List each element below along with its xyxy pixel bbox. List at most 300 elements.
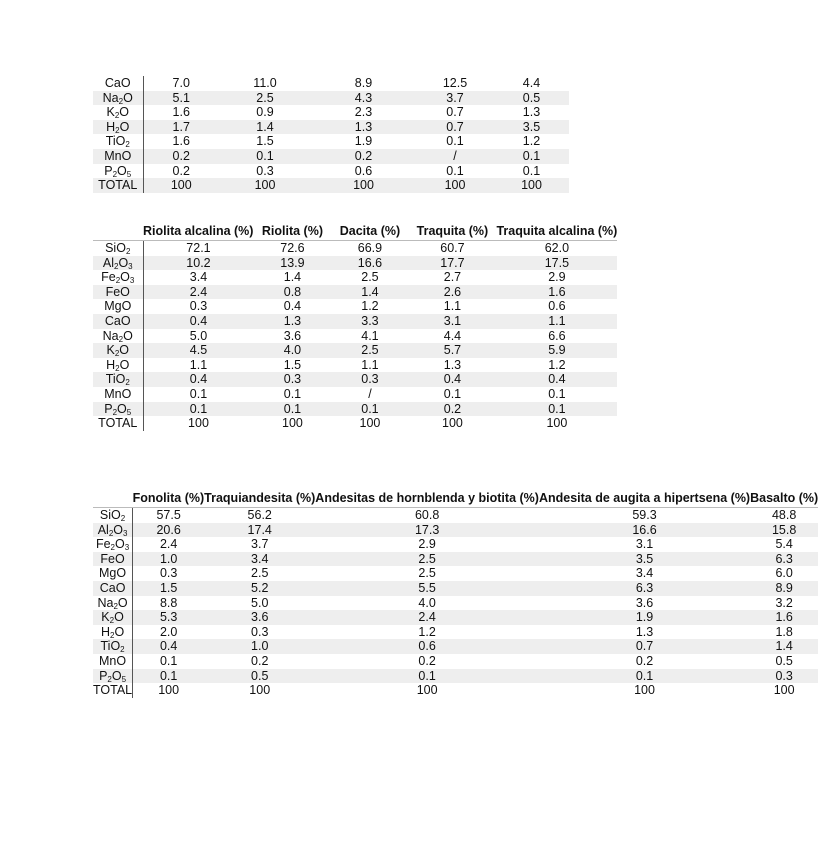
oxide-formula-subscript: 2 [112,407,118,417]
table-row [93,270,617,285]
oxide-table-3-body [93,508,818,698]
oxide-formula-tail: O [123,328,133,343]
table-cell: 0.3 [750,669,818,684]
table-cell: 0.1 [446,134,464,149]
column-header: Fonolita (%) [133,491,205,508]
oxide-label [93,105,143,120]
table-cell: 1.1 [443,299,462,314]
oxide-label [93,372,143,387]
table-cell: 1.2 [361,299,379,314]
table-cell: 0.2 [311,149,416,164]
oxide-formula-base: Na [102,328,119,343]
table-cell: 0.1 [159,653,178,668]
oxide-formula-subscript: 2 [114,111,120,121]
table-cell: 0.7 [446,105,464,120]
oxide-formula-subscript: 3 [128,261,133,271]
table-row [93,402,617,417]
table-cell: 2.9 [548,270,566,285]
oxide-formula-base: SiO [105,241,126,255]
table-cell: 12.5 [442,76,468,90]
oxide-formula-base: TOTAL [98,178,138,193]
oxide-label [93,387,143,402]
oxide-formula-base: FeO [100,551,125,566]
table-cell: 7.0 [172,76,190,90]
table-cell: 1.1 [361,357,379,372]
table-cell: 0.1 [331,402,408,417]
table-cell: 100 [773,683,795,698]
oxide-label [93,329,143,344]
oxide-label [93,256,143,271]
table-cell: 48.8 [771,508,797,522]
oxide-label [93,270,143,285]
oxide-formula-base: MnO [104,148,132,163]
table-cell: 2.6 [408,285,496,300]
table-cell: 0.3 [159,566,178,581]
oxide-table-1-body [93,76,569,193]
oxide-formula-tail: $O_5$ [117,163,132,179]
table-row [93,537,818,552]
table-cell: 17.3 [315,523,539,538]
oxide-formula-subscript: 2 [120,645,125,655]
table-cell: 0.3 [331,372,408,387]
table-cell: 0.3 [256,163,274,178]
oxide-label [93,241,143,256]
table-cell: 10.2 [143,256,253,271]
table-cell: 1.4 [331,285,408,300]
table-cell: / [368,386,372,401]
oxide-formula-subscript: 5 [121,674,127,684]
oxide-formula-base: H [106,357,116,372]
table-cell: 0.1 [143,402,253,417]
table-cell: 1.0 [204,639,315,654]
oxide-label [93,566,133,581]
oxide-table-1 [93,76,569,193]
oxide-label [93,358,143,373]
oxide-formula-subscript: 2 [115,276,121,286]
table-cell: 1.2 [522,134,541,149]
oxide-formula-tail: O [119,357,130,372]
table-cell: 1.3 [253,314,331,329]
table-cell: 0.1 [446,163,464,178]
table-cell: 1.4 [750,639,818,654]
table-row [93,134,569,149]
table-row [93,91,569,106]
oxide-formula-base: FeO [105,284,130,299]
oxide-formula-subscript: 2 [114,349,120,359]
table-row [93,285,617,300]
table-row [93,416,617,431]
column-header: Riolita (%) [253,224,331,241]
table-cell: 5.4 [775,537,793,552]
table-cell: 60.8 [414,508,440,522]
table-row [93,654,818,669]
oxide-formula-base: P [99,668,108,683]
table-cell: 100 [158,683,180,698]
table-cell: 2.5 [251,566,269,581]
oxide-formula-subscript: 2 [118,334,124,344]
oxide-label [93,610,133,625]
table-cell: 4.4 [443,328,462,343]
table-cell: 0.3 [189,299,208,314]
column-header: Traquita alcalina (%) [496,224,617,241]
table-cell: 0.4 [133,639,205,654]
table-row [93,343,617,358]
table-cell: 16.6 [539,523,750,538]
oxide-formula-subscript: 2 [125,140,130,150]
table-cell: 1.5 [283,357,302,372]
oxide-label [93,581,133,596]
oxide-formula-tail: $O_3$ [120,270,135,286]
table-cell: 2.0 [159,624,178,639]
table-row [93,610,818,625]
oxide-label [93,683,133,698]
table-row [93,358,617,373]
oxide-formula-subscript: 2 [125,247,131,256]
oxide-formula-base: K [106,343,115,358]
table-cell: 0.1 [548,386,566,401]
table-cell: 100 [143,178,219,193]
oxide-formula-subscript: 2 [113,601,118,611]
oxide-formula-base: Fe [95,537,111,552]
table-cell: 3.6 [635,595,654,610]
table-cell: 0.2 [418,653,436,668]
table-cell: 2.5 [331,343,408,358]
table-cell: 0.5 [494,91,569,106]
oxide-formula-subscript: 2 [120,514,126,523]
table-cell: 15.8 [750,523,818,538]
oxide-formula-base: Fe [101,270,116,285]
oxide-formula-subscript: 2 [112,169,118,179]
table-row [93,149,569,164]
oxide-label [93,134,143,149]
oxide-formula-tail: O [114,624,125,639]
table-cell: 8.9 [354,76,373,90]
table-cell: 1.7 [143,120,219,135]
table-cell: 4.0 [253,343,331,358]
oxide-formula-tail: $O_3$ [113,522,128,538]
table-row [93,508,818,523]
oxide-label [93,76,143,91]
oxide-table-3 [93,491,818,698]
table-cell: 100 [359,416,381,431]
table-cell: 4.0 [418,595,436,610]
table-cell: 0.1 [539,669,750,684]
oxide-formula-subscript: 2 [113,261,119,271]
table-cell: 0.1 [522,163,541,178]
table-row [93,552,818,567]
table-cell: 59.3 [632,508,657,522]
table-row [93,178,569,193]
table-row [93,76,569,91]
table-cell: 1.3 [522,105,541,120]
oxide-table-2-header [93,224,617,241]
oxide-formula-subscript: 2 [115,363,120,373]
oxide-formula-base: MgO [99,566,127,581]
table-cell: 17.7 [408,256,496,271]
table-cell: 5.0 [251,595,269,610]
table-cell: 0.4 [143,372,253,387]
table-cell: 5.7 [408,343,496,358]
table-cell: 66.9 [357,241,383,255]
table-cell: 1.9 [354,134,373,149]
oxide-formula-base: MnO [104,386,132,401]
header-blank [93,224,143,241]
table-cell: 5.5 [315,581,539,596]
table-cell: 0.8 [253,285,331,300]
table-cell: 56.2 [247,508,272,522]
oxide-label [93,654,133,669]
table-cell: 3.4 [635,566,654,581]
table-row [93,639,818,654]
table-cell: 2.4 [143,285,253,300]
table-cell: 1.8 [775,624,793,639]
oxide-formula-subscript: 3 [129,276,135,286]
table-cell: 0.6 [315,639,539,654]
table-cell: 3.7 [251,537,269,552]
table-cell: 1.3 [635,624,654,639]
table-cell: 62.0 [544,241,570,255]
table-cell: 2.3 [354,105,373,120]
table-cell: 8.8 [159,595,178,610]
table-cell: 3.7 [416,91,494,106]
oxide-label [93,639,133,654]
oxide-formula-tail: O [119,119,130,134]
table-row [93,566,818,581]
oxide-table-2-body [93,241,617,431]
table-cell: 0.2 [635,653,654,668]
oxide-formula-subscript: 2 [109,616,115,626]
table-cell: 100 [188,416,209,431]
table-cell: 0.1 [189,386,208,401]
oxide-formula-base: Na [102,90,119,105]
table-cell: 5.0 [189,328,208,343]
table-cell: 6.6 [548,328,566,343]
oxide-formula-base: Na [97,595,114,610]
table-cell: 4.4 [522,76,541,90]
table-row [93,596,818,611]
table-cell: / [416,149,494,164]
oxide-label [93,314,143,329]
table-cell: 100 [416,683,438,698]
table-cell: 0.5 [204,669,315,684]
table-cell: 0.2 [251,653,269,668]
oxide-formula-base: K [101,610,110,625]
oxide-formula-base: H [106,119,116,134]
table-cell: 1.1 [189,357,208,372]
table-cell: 1.6 [750,610,818,625]
table-cell: 100 [494,178,569,193]
table-cell: 2.4 [159,537,178,552]
table-cell: 72.1 [186,241,211,255]
oxide-formula-tail: $O_5$ [111,668,127,684]
table-cell: 8.9 [750,581,818,596]
oxide-label [93,178,143,193]
table-cell: 100 [546,416,568,431]
table-cell: 13.9 [253,256,331,271]
table-row [93,581,818,596]
table-cell: 0.2 [408,402,496,417]
oxide-formula-base: TOTAL [98,416,138,431]
table-cell: 2.5 [361,270,379,285]
table-cell: 5.1 [143,91,219,106]
oxide-label [93,285,143,300]
table-cell: 0.4 [143,314,253,329]
column-header: Traquiandesita (%) [204,491,315,508]
table-cell: 100 [249,683,271,698]
table-row [93,241,617,256]
header-blank [93,491,133,508]
table-cell: 0.2 [143,149,219,164]
oxide-formula-subscript: 2 [107,674,112,684]
table-cell: 0.7 [416,120,494,135]
oxide-formula-tail: $O_5$ [117,401,132,417]
table-cell: 2.7 [443,270,462,285]
table-cell: 0.6 [354,163,373,178]
oxide-label [93,164,143,179]
oxide-label [93,625,133,640]
table-cell: 3.1 [408,314,496,329]
table-cell: 1.5 [133,581,205,596]
table-cell: 60.7 [440,241,465,255]
oxide-formula-base: TiO [100,639,121,654]
table-row [93,372,617,387]
oxide-label [93,508,133,523]
table-row [93,683,818,698]
table-row [93,256,617,271]
table-cell: 1.1 [496,314,617,329]
table-cell: 0.1 [283,386,302,401]
table-row [93,299,617,314]
column-header: Dacita (%) [331,224,408,241]
oxide-label [93,416,143,431]
table-cell: 0.6 [548,299,566,314]
oxide-formula-base: CaO [104,313,131,328]
table-cell: 1.4 [219,120,311,135]
oxide-formula-subscript: 2 [115,125,120,135]
table-cell: 0.1 [496,402,617,417]
table-cell: 4.3 [311,91,416,106]
table-cell: 0.1 [253,402,331,417]
table-cell: 3.4 [189,270,208,285]
table-cell: 1.0 [133,552,205,567]
table-row [93,329,617,344]
table-cell: 100 [311,178,416,193]
oxide-formula-subscript: 5 [126,407,132,417]
table-cell: 11.0 [253,76,277,90]
table-cell: 3.3 [331,314,408,329]
table-cell: 1.4 [283,270,302,285]
oxide-formula-subscript: 2 [118,96,124,106]
table-cell: 0.1 [219,149,311,164]
oxide-formula-base: H [100,624,110,639]
table-cell: 3.5 [539,552,750,567]
table-cell: 100 [219,178,311,193]
oxide-formula-subscript: 3 [123,528,128,538]
oxide-table-3-header [93,491,818,508]
table-cell: 100 [634,683,655,698]
oxide-formula-subscript: 2 [108,528,114,538]
table-cell: 17.4 [204,523,315,538]
table-cell: 5.9 [496,343,617,358]
table-cell: 1.6 [496,285,617,300]
table-cell: 1.2 [418,624,436,639]
table-cell: 2.9 [418,537,436,552]
table-cell: 0.4 [496,372,617,387]
table-cell: 3.4 [204,552,315,567]
oxide-label [93,537,133,552]
table-row [93,164,569,179]
table-cell: 100 [282,416,303,431]
oxide-formula-base: MgO [104,299,132,314]
oxide-label [93,402,143,417]
table-cell: 1.9 [539,610,750,625]
table-row [93,120,569,135]
table-row [93,105,569,120]
table-cell: 0.3 [253,372,331,387]
oxide-formula-base: Al [102,255,114,270]
table-cell: 2.5 [418,566,436,581]
oxide-formula-tail: $O_3$ [118,255,133,271]
table-cell: 4.1 [361,328,379,343]
table-cell: 3.6 [204,610,315,625]
table-row [93,314,617,329]
table-cell: 0.3 [251,624,269,639]
table-row [93,387,617,402]
oxide-label [93,596,133,611]
table-row [93,625,818,640]
table-cell: 3.1 [635,537,654,552]
oxide-formula-base: K [106,105,115,120]
table-cell: 2.5 [219,91,311,106]
column-header: Riolita alcalina (%) [143,224,253,241]
oxide-label [93,343,143,358]
oxide-formula-tail: O [119,105,130,120]
table-cell: 1.3 [311,120,416,135]
oxide-label [93,149,143,164]
column-header: Andesitas de hornblenda y biotita (%) [315,491,539,508]
table-cell: 1.6 [172,105,190,120]
table-cell: 72.6 [280,241,305,255]
column-header: Andesita de augita a hipertsena (%) [539,491,750,508]
oxide-formula-tail: O [123,90,133,105]
oxide-formula-tail: O [119,343,130,358]
table-cell: 0.7 [539,639,750,654]
table-row [93,523,818,538]
table-cell: 1.3 [443,357,462,372]
table-cell: 3.6 [283,328,302,343]
oxide-formula-base: TOTAL [93,683,133,698]
table-cell: 3.5 [494,120,569,135]
oxide-formula-subscript: 3 [124,543,130,553]
table-cell: 57.5 [156,508,181,522]
oxide-formula-subscript: 5 [126,169,132,179]
table-cell: 2.4 [315,610,539,625]
table-cell: 2.5 [315,552,539,567]
oxide-formula-subscript: 2 [125,378,130,388]
table-cell: 3.2 [775,595,793,610]
table-cell: 0.5 [775,653,793,668]
oxide-label [93,669,133,684]
oxide-table-2 [93,224,617,431]
table-cell: 17.5 [496,256,617,271]
oxide-formula-base: CaO [99,580,126,595]
column-header: Basalto (%) [750,491,818,508]
table-cell: 4.5 [143,343,253,358]
oxide-label [93,523,133,538]
table-row [93,669,818,684]
table-cell: 100 [416,178,494,193]
table-cell: 0.2 [172,163,190,178]
